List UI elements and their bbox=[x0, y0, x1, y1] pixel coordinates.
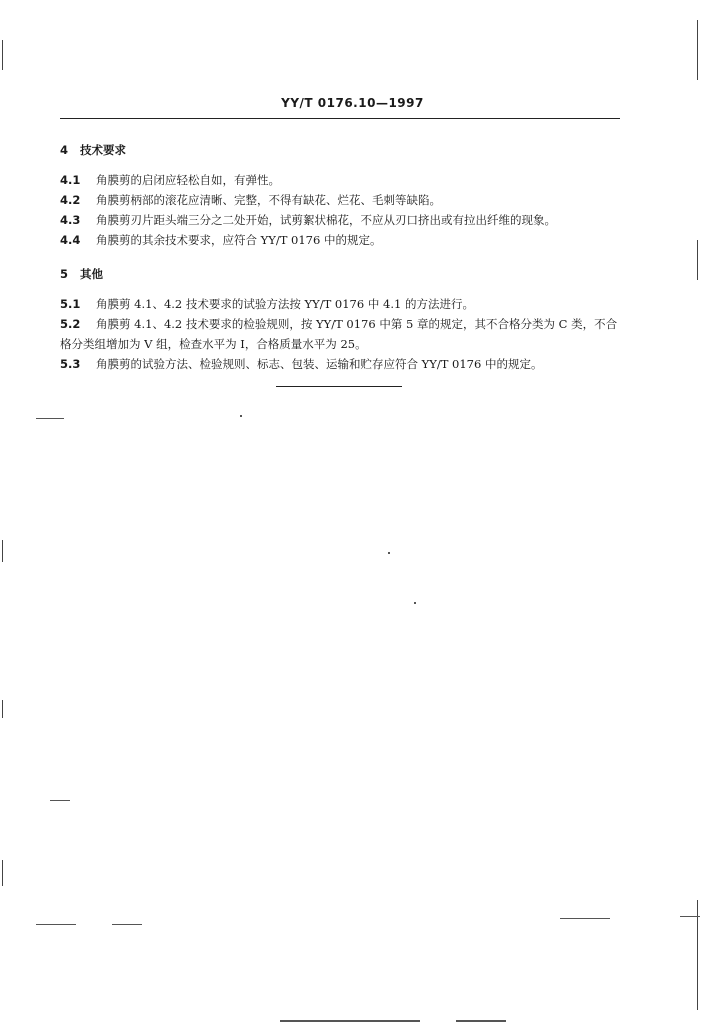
clause-text: 角膜剪的启闭应轻松自如，有弹性。 bbox=[96, 173, 280, 187]
scan-speck bbox=[560, 918, 610, 919]
clause-text: 角膜剪的其余技术要求，应符合 YY/T 0176 中的规定。 bbox=[96, 233, 382, 247]
scan-edge-mark bbox=[2, 540, 3, 562]
clause-number: 4.2 bbox=[60, 193, 81, 207]
clause-5-1 bbox=[60, 294, 620, 314]
clause-text: 角膜剪柄部的滚花应清晰、完整，不得有缺花、烂花、毛刺等缺陷。 bbox=[96, 193, 441, 207]
section-4-number: 4 bbox=[60, 143, 69, 157]
clause-text: 角膜剪 4.1、4.2 技术要求的检验规则，按 YY/T 0176 中第 5 章的规定，其不合格分类为 C 类，不合格分类组增加为 V 组，检查水平为 I，合格质量水平为 25。 bbox=[60, 317, 618, 351]
clause-5-2 bbox=[60, 314, 620, 354]
standard-code-header: YY/T 0176.10—1997 bbox=[281, 96, 424, 110]
clause-text: 角膜剪刃片距头端三分之二处开始，试剪絮状棉花，不应从刃口挤出或有拉出纤维的现象。 bbox=[96, 213, 556, 227]
clause-number: 4.3 bbox=[60, 213, 81, 227]
clause-number: 5.2 bbox=[60, 317, 81, 331]
header-rule bbox=[60, 118, 620, 119]
scan-edge-mark bbox=[2, 700, 3, 718]
section-5-number: 5 bbox=[60, 267, 69, 281]
clause-number: 5.1 bbox=[60, 297, 81, 311]
scan-speck bbox=[388, 552, 390, 554]
scan-edge-mark bbox=[697, 240, 698, 280]
scan-speck bbox=[280, 1020, 420, 1022]
section-4-heading bbox=[60, 140, 620, 160]
clause-text: 角膜剪的试验方法、检验规则、标志、包装、运输和贮存应符合 YY/T 0176 中的规定。 bbox=[96, 357, 543, 371]
scan-edge-mark bbox=[697, 20, 698, 80]
section-5-title: 其他 bbox=[80, 267, 103, 281]
scan-speck bbox=[240, 415, 242, 417]
end-of-standard-rule bbox=[276, 386, 402, 387]
clause-number: 4.4 bbox=[60, 233, 81, 247]
scan-speck bbox=[36, 418, 64, 419]
scan-speck bbox=[456, 1020, 506, 1022]
clause-4-1 bbox=[60, 170, 620, 190]
clause-text: 角膜剪 4.1、4.2 技术要求的试验方法按 YY/T 0176 中 4.1 的方法进行。 bbox=[96, 297, 474, 311]
clause-4-2 bbox=[60, 190, 620, 210]
scan-speck bbox=[414, 602, 416, 604]
clause-number: 5.3 bbox=[60, 357, 81, 371]
document-body bbox=[60, 140, 620, 374]
clause-4-4 bbox=[60, 230, 620, 250]
section-4-title: 技术要求 bbox=[80, 143, 126, 157]
clause-5-3 bbox=[60, 354, 620, 374]
scan-speck bbox=[680, 916, 700, 917]
clause-4-3 bbox=[60, 210, 620, 230]
scan-speck bbox=[36, 924, 76, 925]
scan-edge-mark bbox=[2, 40, 3, 70]
section-5-heading bbox=[60, 264, 620, 284]
scan-speck bbox=[50, 800, 70, 801]
clause-number: 4.1 bbox=[60, 173, 81, 187]
scan-edge-mark bbox=[2, 860, 3, 886]
scan-speck bbox=[112, 924, 142, 925]
